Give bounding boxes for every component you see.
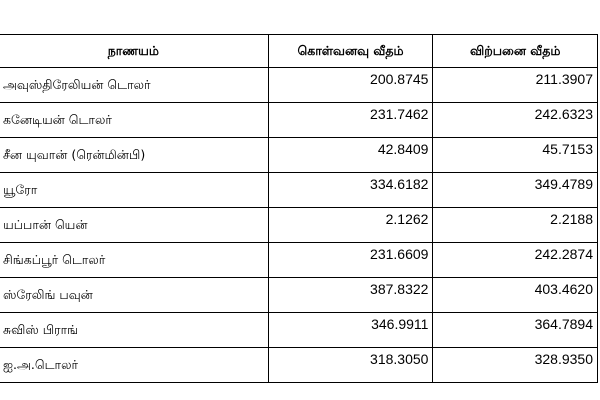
buying-rate: 334.6182	[268, 173, 433, 208]
table-row	[0, 138, 598, 173]
buying-rate: 231.7462	[268, 103, 433, 138]
currency-name: யூரோ	[0, 173, 268, 208]
selling-rate: 364.7894	[433, 313, 598, 348]
table-row	[0, 348, 598, 383]
currency-name: சுவிஸ் பிராங்	[0, 313, 268, 348]
selling-rate: 403.4620	[433, 278, 598, 313]
exchange-rate-table	[0, 34, 598, 383]
buying-rate: 200.8745	[268, 68, 433, 103]
table-row	[0, 278, 598, 313]
table-row	[0, 173, 598, 208]
selling-rate: 2.2188	[433, 208, 598, 243]
table-row	[0, 243, 598, 278]
buying-rate: 318.3050	[268, 348, 433, 383]
table-row	[0, 103, 598, 138]
buying-rate: 2.1262	[268, 208, 433, 243]
selling-rate: 242.6323	[433, 103, 598, 138]
buying-rate: 346.9911	[268, 313, 433, 348]
selling-rate: 211.3907	[433, 68, 598, 103]
selling-rate: 328.9350	[433, 348, 598, 383]
currency-name: யப்பான் யென்	[0, 208, 268, 243]
selling-rate: 242.2874	[433, 243, 598, 278]
currency-name: ஸ்ரேலிங் பவுன்	[0, 278, 268, 313]
buying-rate: 42.8409	[268, 138, 433, 173]
header-buying-rate: கொள்வனவு வீதம்	[268, 35, 433, 68]
buying-rate: 231.6609	[268, 243, 433, 278]
selling-rate: 349.4789	[433, 173, 598, 208]
currency-name: அவுஸ்திரேலியன் டொலர்	[0, 68, 268, 103]
buying-rate: 387.8322	[268, 278, 433, 313]
header-row	[0, 35, 598, 68]
currency-name: கனேடியன் டொலர்	[0, 103, 268, 138]
currency-name: ஐ.அ.டொலர்	[0, 348, 268, 383]
currency-name: சீன யுவான் (ரென்மின்பி)	[0, 138, 268, 173]
table-row	[0, 313, 598, 348]
table-row	[0, 68, 598, 103]
header-selling-rate: விற்பனை வீதம்	[433, 35, 598, 68]
table-row	[0, 208, 598, 243]
selling-rate: 45.7153	[433, 138, 598, 173]
header-currency: நாணயம்	[0, 35, 268, 68]
currency-name: சிங்கப்பூர் டொலர்	[0, 243, 268, 278]
